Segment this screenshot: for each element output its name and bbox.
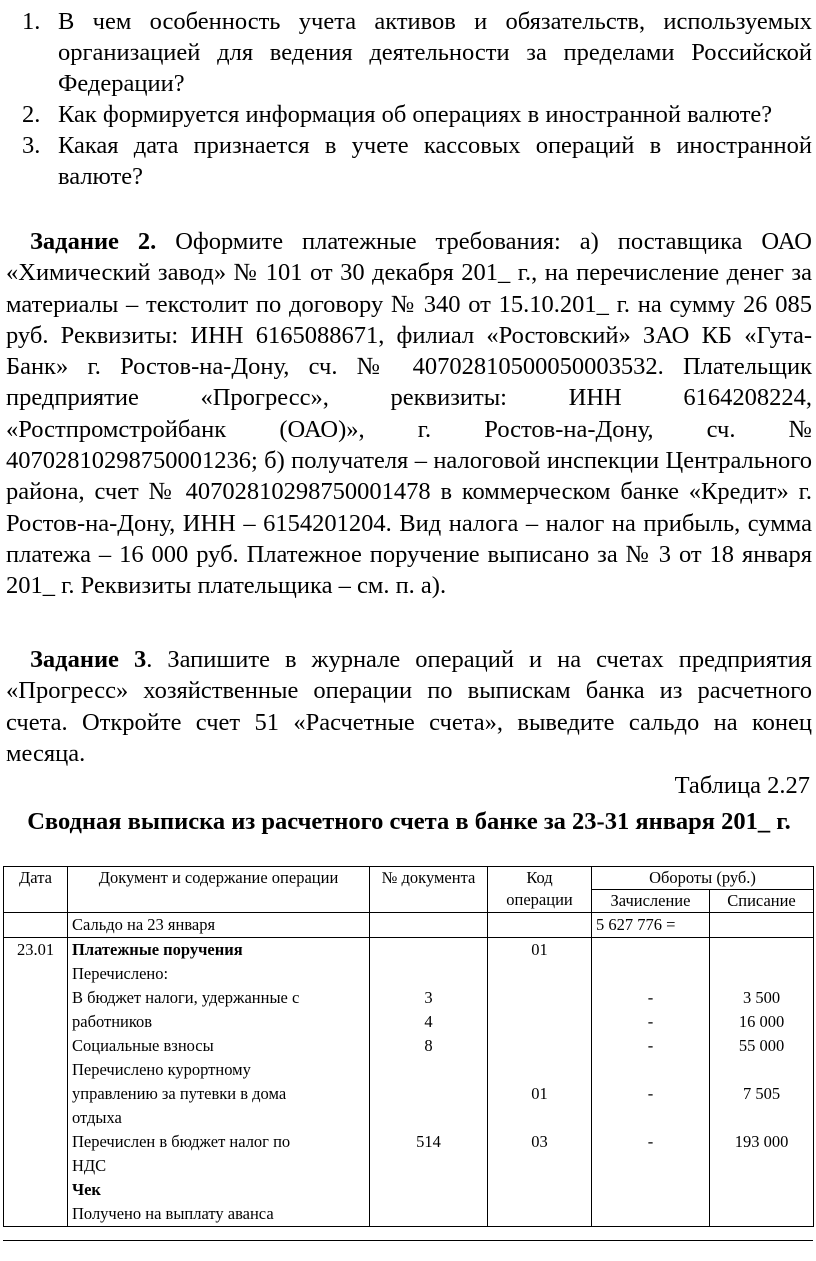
document-line: Социальные взносы [72, 1036, 214, 1055]
debit-line [714, 1202, 809, 1226]
table-title: Сводная выписка из расчетного счета в банке за 23-31 января 201_ г. [27, 808, 791, 835]
doc-number-line [374, 962, 483, 986]
balance-row [4, 913, 814, 938]
document-line: отдыха [72, 1108, 122, 1127]
operation-code-line [492, 962, 587, 986]
credit-line: - [647, 1036, 654, 1055]
questions-list [22, 6, 812, 192]
debit-line: 3 500 [742, 988, 781, 1007]
balance-label: Сальдо на 23 января [68, 913, 370, 938]
document-line: НДС [72, 1156, 107, 1175]
header-turnover: Обороты (руб.) [592, 867, 814, 890]
credit-line: - [647, 988, 654, 1007]
question-text: В чем особенность учета активов и обязательств, используемых организацией для ведения деятельности за пределами Российской Федерации? [58, 8, 812, 97]
credit-line [596, 962, 705, 986]
header-debit: Списание [710, 890, 814, 913]
operation-code-line [492, 1154, 587, 1178]
document-line: Перечислен в бюджет налог по [72, 1132, 291, 1151]
row-date: 23.01 [4, 938, 68, 1227]
operation-code-line [492, 1202, 587, 1226]
debit-line: 193 000 [734, 1132, 789, 1151]
doc-number-line [374, 1082, 483, 1106]
header-date: Дата [4, 867, 68, 913]
document-line: работников [72, 1012, 153, 1031]
debit-line [714, 1106, 809, 1130]
question-number: 3. [22, 132, 41, 159]
debit-line [714, 938, 809, 962]
credit-line [596, 1154, 705, 1178]
doc-number-line: 4 [424, 1012, 433, 1031]
operation-code-line [492, 1106, 587, 1130]
table-row [4, 938, 814, 1227]
row-debit [710, 938, 814, 1227]
row-doc-number [370, 938, 488, 1227]
debit-line: 55 000 [738, 1036, 785, 1055]
debit-line [714, 962, 809, 986]
task3-label: Задание 3 [30, 646, 147, 673]
credit-line [596, 1202, 705, 1226]
doc-number-line: 8 [424, 1036, 433, 1055]
row-document [68, 938, 370, 1227]
bank-statement-table [3, 866, 814, 1227]
doc-number-line [374, 1154, 483, 1178]
credit-line: - [647, 1084, 654, 1103]
credit-line: - [647, 1132, 654, 1151]
balance-date-cell [4, 913, 68, 938]
header-document: Документ и содержание операции [68, 867, 370, 913]
document-line: Чек [72, 1180, 101, 1199]
table-number: Таблица 2.27 [674, 772, 810, 799]
header-doc-number: № документа [370, 867, 488, 913]
operation-code-line: 01 [531, 1084, 548, 1103]
operation-code-line [492, 1058, 587, 1082]
header-credit: Зачисление [592, 890, 710, 913]
question-text: Какая дата признается в учете кассовых операций в иностранной валюте? [58, 132, 812, 190]
document-line: В бюджет налоги, удержанные с [72, 988, 300, 1007]
task2-label: Задание 2. [30, 228, 157, 255]
doc-number-line: 3 [424, 988, 433, 1007]
task2-text: Оформите платежные требования: а) поставщика ОАО «Химический завод» № 101 от 30 декабря 201_ г., на перечисление денег за материалы – текстолит по договору № 340 от 15.10.201_ г. на сумму 26 085 руб. Реквизиты: ИНН 6165088671, филиал «Ростовский» ЗАО КБ «Гута-Банк» г. Ростов-на-Дону, сч. № 40702810500050003532. Плательщик предприятие «Прогресс», реквизиты: ИНН 6164208224, «Ростпромстройбанк (ОАО)», г. Ростов-на-Дону, сч. № 40702810298750001236; б) получателя – налоговой инспекции Центрального района, счет № 40702810298750001478 в коммерческом банке «Кредит» г. Ростов-на-Дону, ИНН – 6154201204. Вид налога – налог на прибыль, сумма платежа – 16 000 руб. Платежное поручение выписано за № 3 от 18 января 201_ г. Реквизиты плательщика – см. п. а). [6, 228, 812, 600]
operation-code-line: 01 [531, 940, 548, 959]
document-line: Перечислено курортному [72, 1060, 251, 1079]
doc-number-line [374, 1058, 483, 1082]
task2-paragraph [6, 226, 812, 602]
row-credit [592, 938, 710, 1227]
document-line: управлению за путевки в дома [72, 1084, 287, 1103]
doc-number-line: 514 [416, 1132, 441, 1151]
question-number: 1. [22, 8, 41, 35]
row-operation-code [488, 938, 592, 1227]
operation-code-line [492, 1034, 587, 1058]
question-item [22, 99, 812, 130]
balance-code-cell [488, 913, 592, 938]
debit-line [714, 1178, 809, 1202]
debit-line [714, 1058, 809, 1082]
task3-text: . Запишите в журнале операций и на счетах предприятия «Прогресс» хозяйственные операции по выпискам банка из расчетного счета. Откройте счет 51 «Расчетные счета», выведите сальдо на конец месяца. [6, 646, 812, 767]
debit-line [714, 1154, 809, 1178]
doc-number-line [374, 1106, 483, 1130]
credit-line [596, 1058, 705, 1082]
page-bottom-rule [3, 1240, 813, 1241]
operation-code-line [492, 1010, 587, 1034]
document-line: Получено на выплату аванса [72, 1204, 274, 1223]
balance-debit-cell [710, 913, 814, 938]
credit-line [596, 938, 705, 962]
operation-code-line: 03 [531, 1132, 548, 1151]
credit-line: - [647, 1012, 654, 1031]
question-item [22, 6, 812, 99]
header-operation-code: Код операции [488, 867, 592, 913]
question-text: Как формируется информация об операциях в иностранной валюте? [58, 101, 773, 128]
balance-num-cell [370, 913, 488, 938]
question-item [22, 130, 812, 192]
task3-paragraph [6, 644, 812, 769]
doc-number-line [374, 938, 483, 962]
debit-line: 7 505 [742, 1084, 781, 1103]
doc-number-line [374, 1178, 483, 1202]
document-line: Перечислено: [72, 964, 169, 983]
credit-line [596, 1106, 705, 1130]
operation-code-line [492, 1178, 587, 1202]
operation-code-line [492, 986, 587, 1010]
table-header-row [4, 867, 814, 890]
document-line: Платежные поручения [72, 940, 243, 959]
doc-number-line [374, 1202, 483, 1226]
credit-line [596, 1178, 705, 1202]
question-number: 2. [22, 101, 41, 128]
balance-credit: 5 627 776 = [592, 913, 710, 938]
debit-line: 16 000 [738, 1012, 785, 1031]
